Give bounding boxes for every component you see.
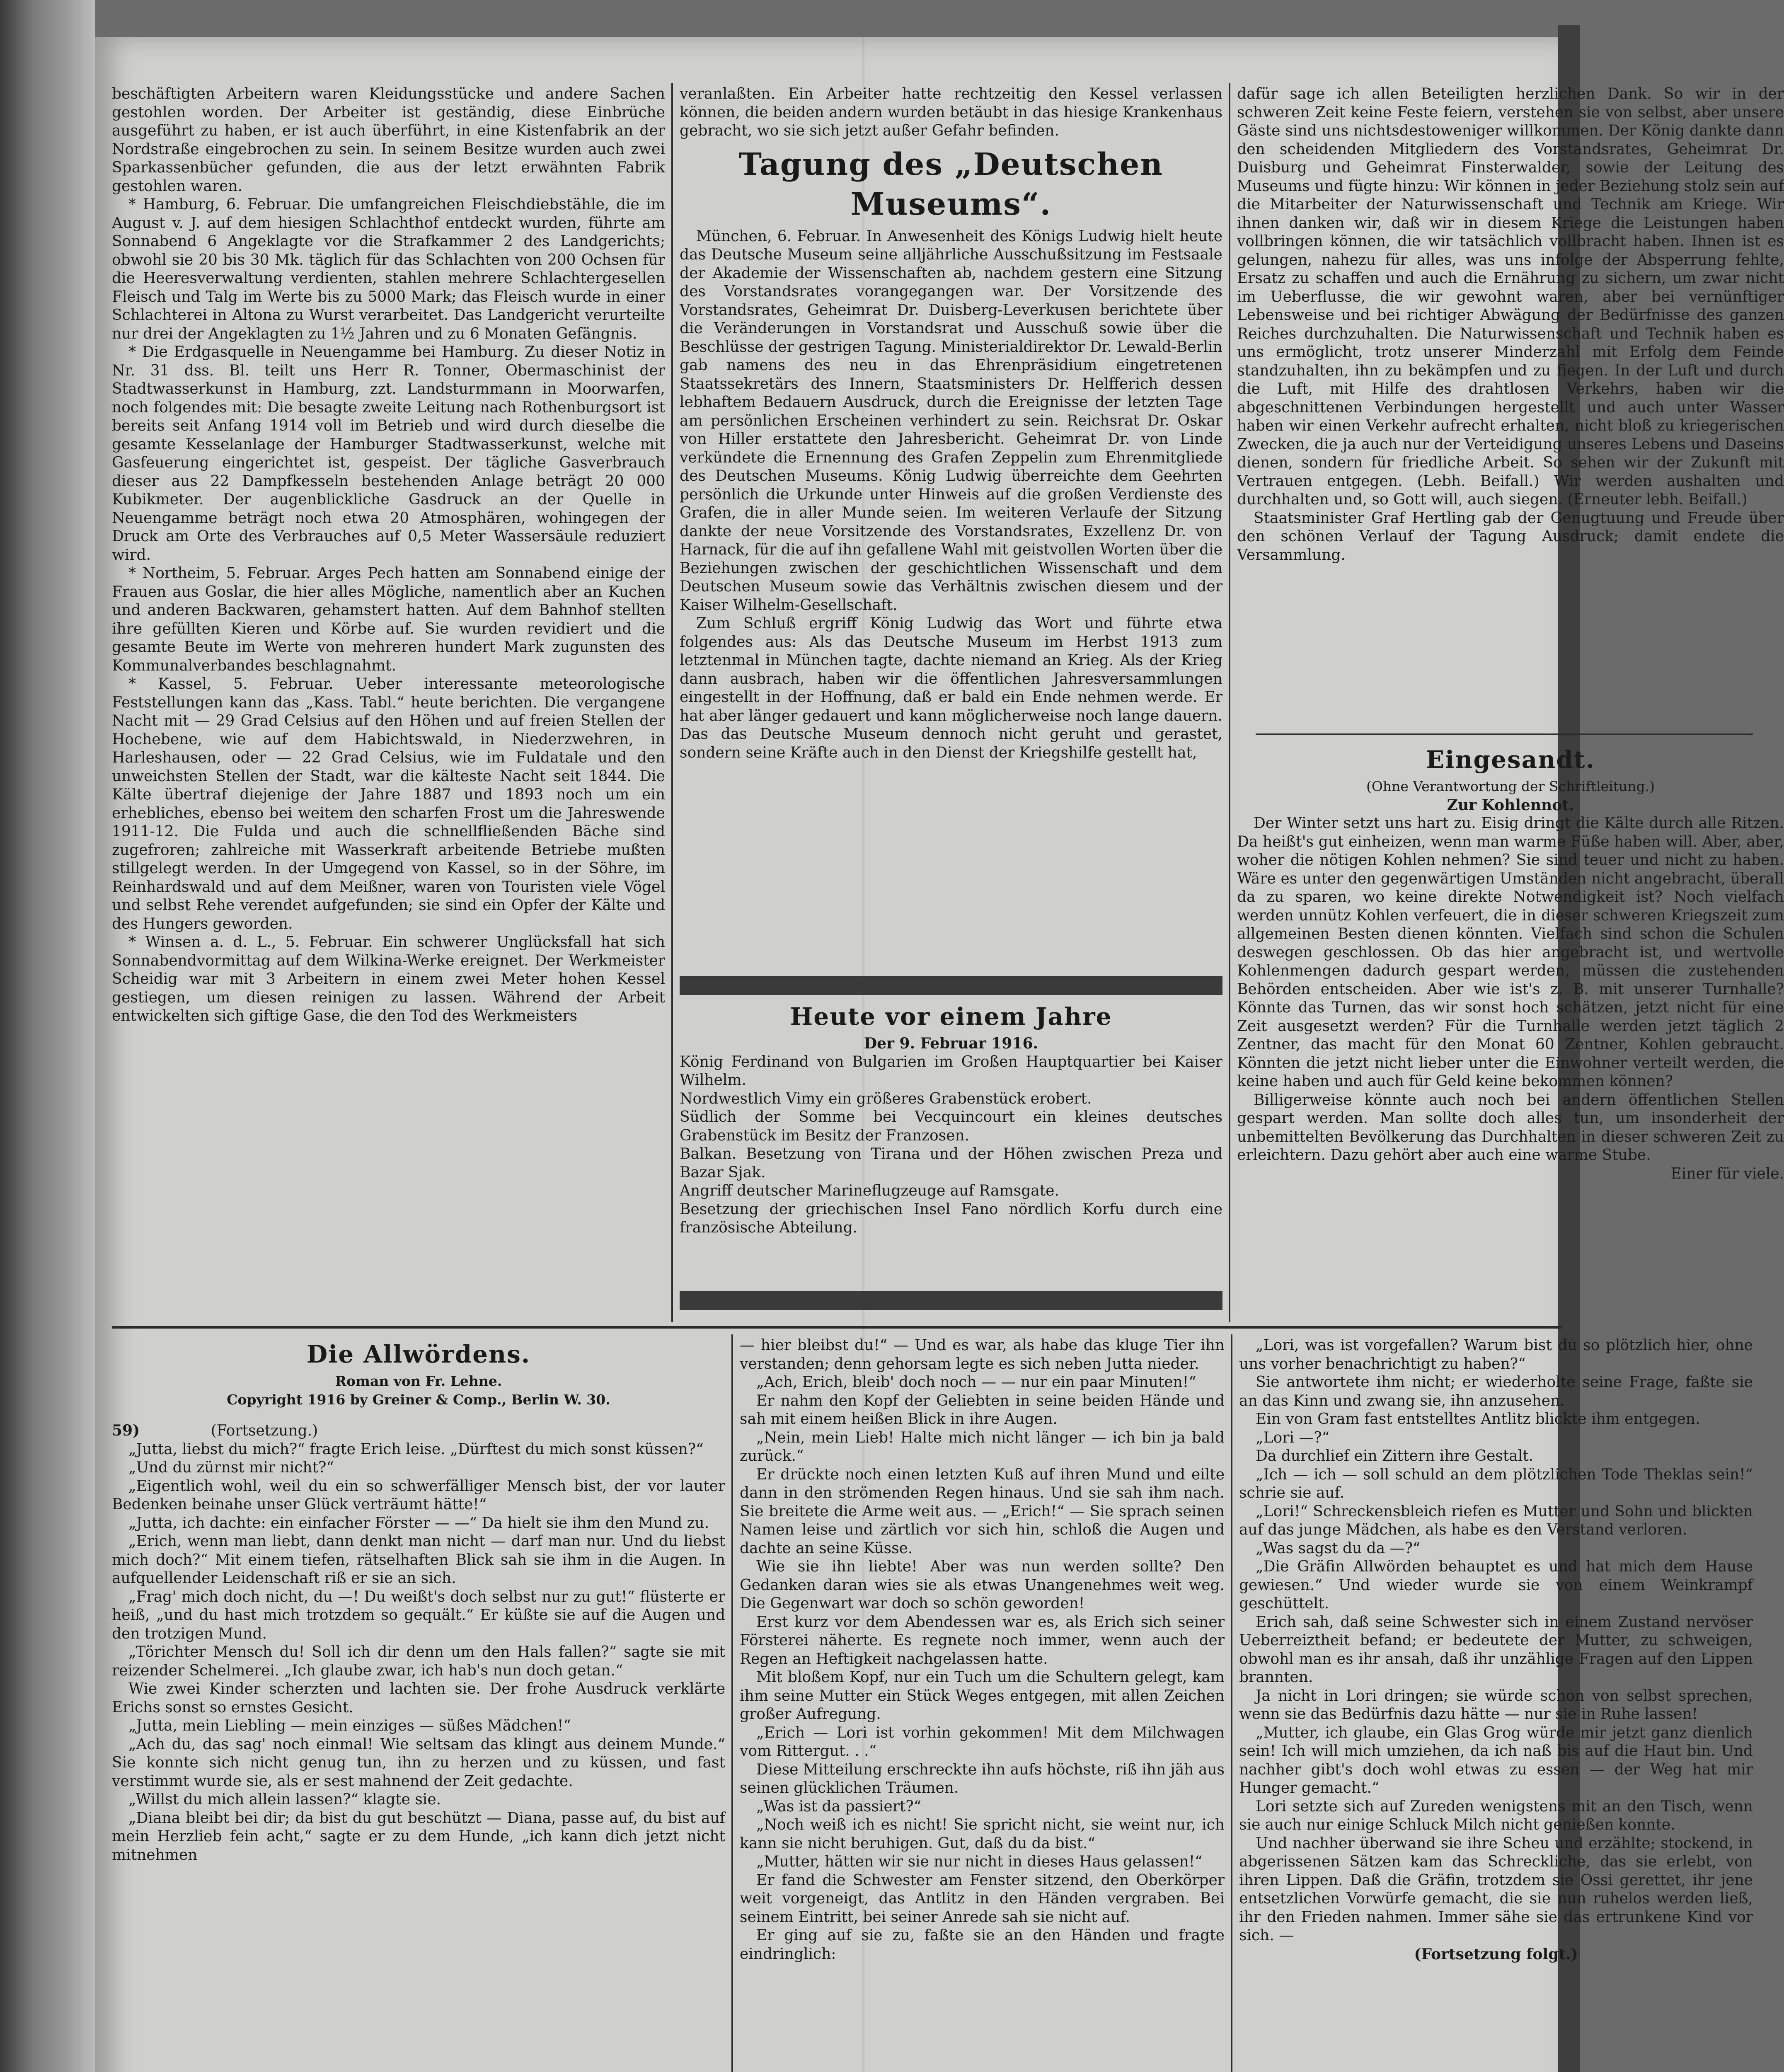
- section-bar-top: [680, 976, 1222, 995]
- heute-item: König Ferdinand von Bulgarien im Großen Hauptquartier bei Kaiser Wilhelm.: [680, 1053, 1222, 1089]
- serial-paragraph: „Jutta, liebst du mich?“ fragte Erich leise. „Dürftest du mich sonst küssen?“: [128, 1440, 704, 1458]
- column-rule: [1229, 83, 1230, 1322]
- heute-heading: Heute vor einem Jahre: [790, 1002, 1112, 1031]
- serial-paragraph: Mit bloßem Kopf, nur ein Tuch um die Schultern gelegt, kam ihm seine Mutter ein Stück Weges entgegen, mit allen Zeichen großer Aufregung.: [740, 1669, 1225, 1723]
- article-paragraph: Der Winter setzt uns hart zu. Eisig dringt die Kälte durch alle Ritzen. Da heißt's gut einheizen, wenn man warme Füße haben will. Aber, aber, woher die nötigen Kohlen nehmen? Sie sind teuer und nicht zu haben. Wäre es unter den gegenwärtigen Umständen nicht angebracht, überall da zu sparen, wo keine direkte Notwendigkeit ist? Noch vielfach werden unnütz Kohlen verfeuert, die in dieser schweren Kriegszeit zum allgemeinen Besten dienen könnten. Vielfach sind schon die Schulen deswegen geschlossen. Ob das hier angebracht ist, und wertvolle Kohlenmengen dadurch gespart werden, müssen die zustehenden Behörden entscheiden. Aber wie ist's z. B. mit unserer Turnhalle? Könnte das Turnen, das wir sonst hoch schätzen, jetzt nicht für eine Zeit ausgesetzt werden? Für die Turnhalle werden jetzt täglich 2 Zentner, das macht für den Monat 60 Zentner, Kohlen gebraucht. Könnten die jetzt nicht lieber unter die Einwohner verteilt werden, die keine haben und auch für Geld keine bekommen können?: [1237, 815, 1784, 1090]
- serial-title: Die Allwördens.: [306, 1340, 531, 1368]
- article-paragraph: * Hamburg, 6. Februar. Die umfangreichen Fleischdiebstähle, die im August v. J. auf dem hiesigen Schlachthof entdeckt wurden, führte am Sonnabend 6 Angeklagte vor die Strafkammer 2 des Landgerichts; obwohl sie 20 bis 30 Mk. täglich für das Schlachten von 200 Ochsen für die Heeresverwaltung verdienten, stahlen mehrere Schlachtergesellen Fleisch und Talg im Werte bis zu 5000 Mark; das Fleisch wurde in einer Schlachterei in Altona zu Wurst verarbeitet. Das Landgericht verurteilte nur drei der Angeklagten zu 1½ Jahren und zu 6 Monaten Gefängnis.: [112, 196, 665, 342]
- section-rule: [1256, 733, 1753, 735]
- serial-paragraph: „Was ist da passiert?“: [756, 1798, 922, 1815]
- heute-box: [680, 999, 1222, 1285]
- serial-paragraph: „Jutta, mein Liebling — mein einziges — süßes Mädchen!“: [128, 1717, 571, 1734]
- serial-paragraph: Ja nicht in Lori dringen; sie würde schon von selbst sprechen, wenn sie das Bedürfnis dazu hätte — nur sie in Ruhe lassen!: [1239, 1687, 1753, 1723]
- newspaper-page: [95, 37, 1784, 2072]
- article-paragraph: veranlaßten. Ein Arbeiter hatte rechtzeitig den Kessel verlassen können, die beiden andern wurden betäubt in das hiesige Krankenhaus gebracht, wo sie sich jetzt außer Gefahr befinden.: [680, 85, 1222, 139]
- article-paragraph: Zum Schluß ergriff König Ludwig das Wort und führte etwa folgendes aus: Als das Deutsche Museum im Herbst 1913 zum letztenmal in München tagte, dachte niemand an Krieg. Als der Krieg dann ausbrach, haben wir die öffentlichen Jahresversammlungen eingestellt in der Hoffnung, daß er bald ein Ende nehmen werde. Er hat aber länger gedauert und kann möglicherweise noch lange dauern. Das das Deutsche Museum dennoch nicht geruht und gerastet, sondern seine Kräfte auch in den Dienst der Kriegshilfe gestellt hat,: [680, 615, 1222, 761]
- serial-paragraph: Ein von Gram fast entstelltes Antlitz blickte ihm entgegen.: [1256, 1411, 1700, 1428]
- serial-paragraph: Wie zwei Kinder scherzten und lachten sie. Der frohe Ausdruck verklärte Erichs sonst so ernstes Gesicht.: [112, 1680, 725, 1716]
- top-column-3: [1237, 85, 1784, 729]
- to-be-continued: (Fortsetzung folgt.): [1414, 1945, 1578, 1963]
- column-rule: [671, 83, 673, 1322]
- serial-paragraph: „Nein, mein Lieb! Halte mich nicht länger — ich bin ja bald zurück.“: [740, 1429, 1225, 1464]
- serial-paragraph: „Erich — Lori ist vorhin gekommen! Mit dem Milchwagen vom Rittergut. . .“: [740, 1724, 1225, 1760]
- serial-paragraph: „Noch weiß ich es nicht! Sie spricht nicht, sie weint nur, ich kann sie nicht beruhigen. Gut, daß du da bist.“: [740, 1816, 1225, 1852]
- serial-paragraph: „Ach du, das sag' noch einmal! Wie seltsam das klingt aus deinem Munde.“ Sie konnte sich nicht genug tun, ihn zu herzen und zu küssen, und fast verstimmt wurde sie, als er sest mahnend der Zeit gedachte.: [112, 1736, 725, 1790]
- serial-column-1: [112, 1336, 725, 2072]
- article-paragraph: * Kassel, 5. Februar. Ueber interessante meteorologische Feststellungen kann das „Kass. Tabl.“ heute berichten. Die vergangene Nacht mit — 29 Grad Celsius auf den Höhen und auf freien Stellen der Hochebene, wie auf dem Habichtswald, in Niederzwehren, in Harleshausen, oder — 22 Grad Celsius, wie im Fuldatale und den unweichsten Stellen der Stadt, war die kälteste Nacht seit 1844. Die Kälte übertraf diejenige der Jahre 1887 und 1893 noch um ein erhebliches, ebenso bei weitem den scharfen Frost um die Jahreswende 1911-12. Die Fulda und auch die schnellfließenden Bäche sind zugefroren; zahlreiche mit Wasserkraft arbeitende Betriebe mußten stillgelegt werden. In der Umgegend von Kassel, so in der Söhre, im Reinhardswald und auf dem Meißner, waren von Touristen viele Vögel und selbst Rehe verendet aufgefunden; sie sind ein Opfer der Kälte und des Hungers geworden.: [112, 675, 665, 932]
- serial-paragraph: „Diana bleibt bei dir; da bist du gut beschützt — Diana, passe auf, du bist auf mein Herzlieb fein acht,“ sagte er zu dem Hunde, „ich kann dich jetzt nicht mitnehmen: [112, 1809, 725, 1864]
- serial-number-row: [112, 1421, 725, 1440]
- serial-paragraph: „Lori!“ Schreckensbleich riefen es Mutter und Sohn und blickten auf das junge Mädchen, als habe es den Verstand verloren.: [1239, 1503, 1753, 1538]
- heute-item: Nordwestlich Vimy ein größeres Grabenstück erobert.: [680, 1090, 1092, 1107]
- column-rule: [1231, 1334, 1232, 2072]
- heute-item: Angriff deutscher Marineflugzeuge auf Ramsgate.: [680, 1182, 1059, 1199]
- serial-paragraph: Er fand die Schwester am Fenster sitzend, den Oberkörper weit vorgeneigt, das Antlitz in den Händen vergraben. Bei seinem Eintritt, bei seiner Anrede sah sie nicht auf.: [740, 1871, 1225, 1926]
- serial-paragraph: „Eigentlich wohl, weil du ein so schwerfälliger Mensch bist, der vor lauter Bedenken beinahe unser Glück verträumt hätte!“: [112, 1477, 725, 1513]
- serial-paragraph: „Und du zürnst mir nicht?“: [128, 1459, 334, 1476]
- article-paragraph: * Winsen a. d. L., 5. Februar. Ein schwerer Unglücksfall hat sich Sonnabendvormittag auf dem Wilkina-Werke ereignet. Der Werkmeister Scheidig war mit 3 Arbeitern in einem zwei Meter hohen Kessel gestiegen, um diesen reinigen zu lassen. Während der Arbeit entwickelten sich giftige Gase, die den Tod des Werkmeisters: [112, 934, 665, 1024]
- serial-number: 59): [112, 1422, 140, 1439]
- top-column-2: [680, 85, 1222, 970]
- heute-item: Balkan. Besetzung von Tirana und der Höhen zwischen Preza und Bazar Sjak.: [680, 1145, 1222, 1181]
- serial-paragraph: „Lori, was ist vorgefallen? Warum bist du so plötzlich hier, ohne uns vorher benachrichtigt zu haben?“: [1239, 1337, 1753, 1372]
- article-paragraph: dafür sage ich allen Beteiligten herzlichen Dank. So wir in der schweren Zeit keine Feste feiern, verstehen sie von selbst, aber unsere Gäste sind uns nichtsdestoweniger willkommen. Der König dankte dann den scheidenden Mitgliedern des Vorstandsrates, Geheimrat Dr. Duisburg und Geheimrat Finsterwalder, sowie der Leitung des Museums und fügte hinzu: Wir können in jeder Beziehung stolz sein auf die Mitarbeiter der Naturwissenschaft und Technik am Kriege. Wir ihnen danken wir, daß wir in diesem Kriege die Leistungen haben vollbringen können, die wir tatsächlich vollbracht haben. Ihnen ist es gelungen, nahezu für alles, was uns infolge der Absperrung fehlte, Ersatz zu schaffen und auch die Ernährung zu sichern, um zwar nicht im Ueberflusse, die wir gewohnt waren, aber bei vernünftiger Lebensweise und bei richtiger Abwägung der Bedürfnisse des ganzen Reiches durchzuhalten. Die Naturwissenschaft und Technik haben es uns ermöglicht, trotz unserer Minderzahl mit Erfolg dem Feinde standzuhalten, ihn zu bekämpfen und zu fiegen. In der Luft und durch die Luft, mit Hilfe des drahtlosen Verkehrs, haben wir die abgeschnittenen Verbindungen hergestellt und auch unter Wasser haben wir einen Verkehr aufrecht erhalten, nicht bloß zu kriegerischen Zwecken, die ja auch nur der Verteidigung unseres Lebens und Daseins dienen, sondern für friedliche Arbeit. So sehen wir der Zukunft mit Vertrauen entgegen. (Lebh. Beifall.) Wir werden aushalten und durchhalten und, so Gott will, auch siegen. (Erneuter lebh. Beifall.): [1237, 85, 1784, 508]
- eingesandt-heading: Eingesandt.: [1426, 746, 1595, 774]
- serial-paragraph: Wie sie ihn liebte! Aber was nun werden sollte? Den Gedanken daran wies sie als etwas Unangenehmes weit weg. Die Gegenwart war doch so schön geworden!: [740, 1558, 1225, 1612]
- serial-paragraph: „Was sagst du da —?“: [1256, 1539, 1421, 1557]
- article-paragraph: Billigerweise könnte auch noch bei andern öffentlichen Stellen gespart werden. Man sollte doch alles tun, um insonderheit der unbemittelten Bevölkerung das Durchhalten in dieser schweren Zeit zu erleichtern. Dazu gehört aber auch eine warme Stube.: [1237, 1091, 1784, 1164]
- feuilleton-divider: [112, 1326, 1562, 1329]
- serial-continuation: (Fortsetzung.): [211, 1422, 318, 1439]
- article-paragraph: beschäftigten Arbeitern waren Kleidungsstücke und andere Sachen gestohlen worden. Der Arbeiter ist geständig, diese Einbrüche ausgeführt zu haben, er ist auch überführt, in eine Kistenfabrik an der Nordstraße eingebrochen zu sein. In seinem Besitze wurden auch zwei Sparkassenbücher gefunden, die aus der letzt erwähnten Fabrik gestohlen waren.: [112, 85, 665, 195]
- serial-paragraph: Er drückte noch einen letzten Kuß auf ihren Mund und eilte dann in den strömenden Regen hinaus. Und sie sah ihm nach. Sie breitete die Arme weit aus. — „Erich!“ — Sie sprach seinen Namen leise und zärtlich vor sich hin, schloß die Augen und dachte an seine Küsse.: [740, 1466, 1225, 1557]
- book-binding: [0, 0, 95, 2072]
- serial-byline: Roman von Fr. Lehne.: [335, 1373, 502, 1389]
- serial-paragraph: „Erich, wenn man liebt, dann denkt man nicht — darf man nur. Und du liebst mich doch?“ Mit einem tiefen, rätselhaften Blick sah sie ihm in die Augen. In aufquellender Leidenschaft riß er sie an sich.: [112, 1533, 725, 1587]
- serial-column-3: [1239, 1336, 1753, 2072]
- article-paragraph: Staatsminister Graf Hertling gab der Genugtuung und Freude über den schönen Verlauf der Tagung Ausdruck; damit endete die Versammlung.: [1237, 509, 1784, 564]
- eingesandt-column: [1237, 742, 1784, 1322]
- serial-paragraph: Sie antwortete ihm nicht; er wiederholte seine Frage, faßte sie an das Kinn und zwang sie, ihn anzusehen.: [1239, 1374, 1753, 1409]
- article-paragraph: * Die Erdgasquelle in Neuengamme bei Hamburg. Zu dieser Notiz in Nr. 31 dss. Bl. teilt uns Herr R. Tonner, Obermaschinist der Stadtwasserkunst in Hamburg, zzt. Landsturmmann in Moorwarfen, noch folgendes mit: Die besagte zweite Leitung nach Rothenburgsort ist bereits seit Anfang 1914 voll im Betrieb und wird durch dieselbe die gesamte Kesselanlage der Hamburger Stadtwasserkunst, welche mit Gasfeuerung eingerichtet ist, gespeist. Der tägliche Gasverbrauch dieser aus 22 Dampfkesseln bestehenden Anlage beträgt 20 000 Kubikmeter. Der augenblickliche Gasdruck an der Quelle in Neuengamme beträgt noch etwa 20 Atmosphären, wohingegen der Druck am Orte des Verbrauches auf 0,5 Meter Wassersäule reduziert wird.: [112, 344, 665, 564]
- serial-paragraph: „Mutter, hätten wir sie nur nicht in dieses Haus gelassen!“: [756, 1853, 1203, 1870]
- serial-paragraph: „Die Gräfin Allwörden behauptet es und hat mich dem Hause gewiesen.“ Und wieder wurde sie von einem Weinkrampf geschüttelt.: [1239, 1558, 1753, 1612]
- serial-paragraph: Diese Mitteilung erschreckte ihn aufs höchste, riß ihn jäh aus seinen glücklichen Träumen.: [740, 1761, 1225, 1796]
- serial-paragraph: „Lori —?“: [1256, 1429, 1330, 1446]
- serial-paragraph: Erich sah, daß seine Schwester sich in einem Zustand nervöser Ueberreiztheit befand; er bedeutete der Mutter, zu schweigen, obwohl man es ihr ansah, daß ihr unzählige Fragen auf den Lippen brannten.: [1239, 1613, 1753, 1686]
- article-paragraph: * Northeim, 5. Februar. Arges Pech hatten am Sonnabend einige der Frauen aus Goslar, die hier alles Mögliche, namentlich aber an Kuchen und anderen Backwaren, gehamstert hatten. Auf dem Bahnhof stellten ihre gefüllten Kieren und Körbe auf. Sie wurden revidiert und die gesamte Beute im Werte von mehreren hundert Mark zugunsten des Kommunalverbandes beschlagnahmt.: [112, 565, 665, 674]
- serial-paragraph: — hier bleibst du!“ — Und es war, als habe das kluge Tier ihn verstanden; denn gehorsam legte es sich neben Jutta nieder.: [740, 1337, 1225, 1372]
- serial-paragraph: „Jutta, ich dachte: ein einfacher Förster — —“ Da hielt sie ihm den Mund zu.: [128, 1514, 709, 1532]
- serial-paragraph: „Frag' mich doch nicht, du —! Du weißt's doch selbst nur zu gut!“ flüsterte er heiß, „und du hast mich trotzdem so gequält.“ Er küßte sie auf die Augen und den trotzigen Mund.: [112, 1588, 725, 1642]
- serial-paragraph: Lori setzte sich auf Zureden wenigstens mit an den Tisch, wenn sie auch nur einige Schluck Milch nicht genießen konnte.: [1239, 1798, 1753, 1833]
- eingesandt-subheading: (Ohne Verantwortung der Schriftleitung.): [1366, 778, 1655, 794]
- serial-copyright: Copyright 1916 by Greiner & Comp., Berlin W. 30.: [227, 1391, 610, 1408]
- heute-date: Der 9. Februar 1916.: [864, 1035, 1038, 1052]
- serial-paragraph: Er ging auf sie zu, faßte sie an den Händen und fragte eindringlich:: [740, 1927, 1225, 1963]
- article-paragraph: München, 6. Februar. In Anwesenheit des Königs Ludwig hielt heute das Deutsche Museum seine alljährliche Ausschußsitzung im Festsaale der Akademie der Wissenschaften ab, nachdem gestern eine Sitzung des Vorstandsrates vorangegangen war. Der Vorsitzende des Vorstandsrates, Geheimrat Dr. Duisberg-Leverkusen berichtete über die Veränderungen in Vorstandsrat und Ausschuß sowie über die Beschlüsse der gestrigen Tagung. Ministerialdirektor Dr. Lewald-Berlin gab namens des neu in das Ehrenpräsidium eingetretenen Staatssekretärs des Innern, Staatsministers Dr. Helfferich dessen lebhaftem Bedauern Ausdruck, durch die Ereignisse der letzten Tage am persönlichen Erscheinen verhindert zu sein. Reichsrat Dr. Oskar von Hiller erstattete den Jahresbericht. Geheimrat Dr. von Linde verkündete die Ernennung des Grafen Zeppelin zum Ehrenmitgliede des Deutschen Museums. König Ludwig überreichte dem Geehrten persönlich die Urkunde unter Hinweis auf die großen Verdienste des Grafen, die in aller Munde seien. Im weiteren Verlaufe der Sitzung dankte der neue Vorsitzende des Vorstandsrates, Exzellenz Dr. von Harnack, für die auf ihn gefallene Wahl mit geistvollen Worten über die Beziehungen zwischen der geschichtlichen Wissenschaft und dem Deutschen Museum sowie das Verhältnis zwischen diesem und der Kaiser Wilhelm-Gesellschaft.: [680, 228, 1222, 614]
- serial-paragraph: „Willst du mich allein lassen?“ klagte sie.: [128, 1791, 441, 1808]
- serial-paragraph: Und nachher überwand sie ihre Scheu und erzählte; stockend, in abgerissenen Sätzen kam das Schreckliche, das sie erlebt, von ihren Lippen. Daß die Gräfin, trotzdem sie Ossi gerettet, ihr jene entsetzlichen Vorwürfe gemacht, die sie nun ruhelos werden ließ, ihr den Frieden nahmen. Immer sähe sie das ertrunkene Kind vor sich. —: [1239, 1835, 1753, 1944]
- serial-paragraph: „Törichter Mensch du! Soll ich dir denn um den Hals fallen?“ sagte sie mit reizender Schelmerei. „Ich glaube zwar, ich hab's nun doch getan.“: [112, 1644, 725, 1679]
- section-bar-bottom: [680, 1291, 1222, 1310]
- museum-heading: Tagung des „Deutschen Museums“.: [738, 146, 1164, 222]
- serial-paragraph: „Ich — ich — soll schuld an dem plötzlichen Tode Theklas sein!“ schrie sie auf.: [1239, 1466, 1753, 1501]
- heute-item: Südlich der Somme bei Vecquincourt ein kleines deutsches Grabenstück im Besitz der Franzosen.: [680, 1109, 1222, 1144]
- serial-paragraph: „Mutter, ich glaube, ein Glas Grog würde mir jetzt ganz dienlich sein! Ich will mich umziehen, da ich naß bis auf die Haut bin. Und nachher gibt's doch wohl etwas zu essen — der Weg hat mir Hunger gemacht.“: [1239, 1724, 1753, 1796]
- heute-item: Besetzung der griechischen Insel Fano nördlich Korfu durch eine französische Abteilung.: [680, 1201, 1222, 1236]
- serial-paragraph: Da durchlief ein Zittern ihre Gestalt.: [1256, 1447, 1534, 1464]
- top-column-1: [112, 85, 665, 1322]
- serial-paragraph: Erst kurz vor dem Abendessen war es, als Erich sich seiner Försterei näherte. Es regnete noch immer, wenn auch der Regen an Heftigkeit nachgelassen hatte.: [740, 1613, 1225, 1668]
- serial-paragraph: „Ach, Erich, bleib' doch noch — — nur ein paar Minuten!“: [756, 1374, 1196, 1391]
- column-rule: [731, 1334, 733, 2072]
- serial-column-2: [740, 1336, 1225, 2072]
- eingesandt-signature: Einer für viele.: [1670, 1165, 1784, 1182]
- serial-paragraph: Er nahm den Kopf der Geliebten in seine beiden Hände und sah mit einem heißen Blick in ihre Augen.: [740, 1392, 1225, 1428]
- eingesandt-title: Zur Kohlennot.: [1447, 796, 1574, 814]
